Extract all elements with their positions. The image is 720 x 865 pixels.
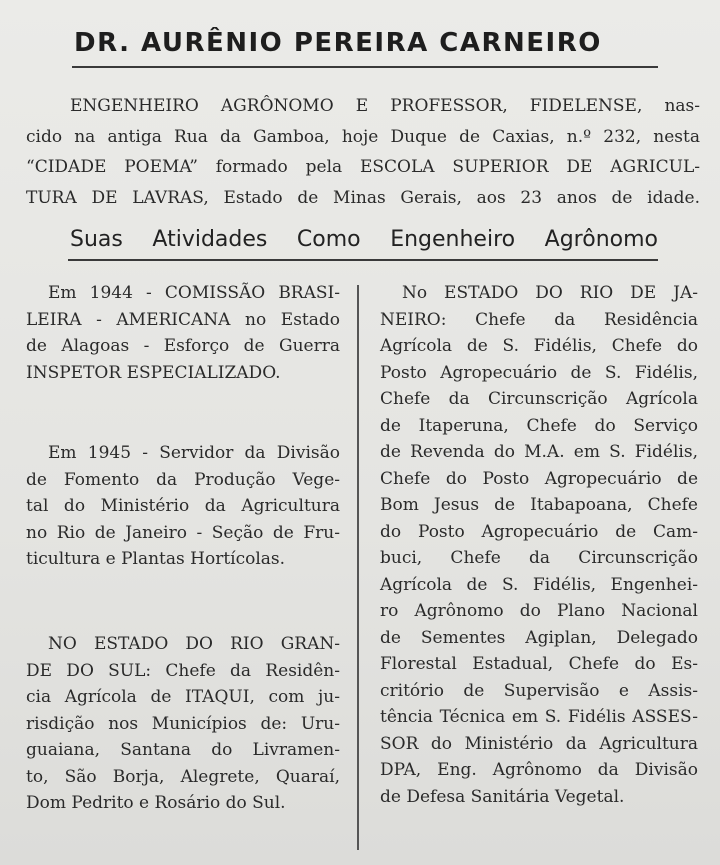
- left-paragraph-rio-grande: [26, 631, 340, 817]
- left-paragraph-1944: [26, 280, 340, 386]
- left-paragraph-1945: [26, 440, 340, 573]
- text-line: INSPETOR ESPECIALIZADO.: [26, 362, 281, 383]
- text-line: Dom Pedrito e Rosário do Sul.: [26, 793, 286, 813]
- text-line: de Fomento da Produção Vege-: [26, 469, 340, 490]
- text-line: NO ESTADO DO RIO GRAN-: [48, 634, 340, 654]
- text-line: tência Técnica em S. Fidélis ASSES-: [380, 707, 698, 727]
- title-underline: [72, 66, 658, 68]
- text-line: Em 1944 - COMISSÃO BRASI-: [48, 283, 340, 303]
- intro-paragraph: [26, 91, 700, 213]
- text-line: risdição nos Municípios de: Uru-: [26, 713, 340, 734]
- column-divider: [357, 285, 359, 850]
- intro-line: “CIDADE POEMA” formado pela ESCOLA SUPERIOR DE AGRICUL-: [26, 157, 700, 177]
- text-line: ticultura e Plantas Hortícolas.: [26, 549, 286, 569]
- text-line: Florestal Estadual, Chefe do Es-: [380, 654, 698, 674]
- text-line: DPA, Eng. Agrônomo da Divisão: [380, 760, 698, 780]
- text-line: buci, Chefe da Circunscrição: [380, 548, 698, 568]
- text-line: critório de Supervisão e Assis-: [380, 680, 698, 701]
- text-line: de Sementes Agiplan, Delegado: [380, 627, 698, 648]
- text-line: NEIRO: Chefe da Residência: [380, 309, 698, 330]
- text-line: DE DO SUL: Chefe da Residên-: [26, 660, 340, 681]
- text-line: de Defesa Sanitária Vegetal.: [380, 786, 625, 807]
- intro-line: ENGENHEIRO AGRÔNOMO E PROFESSOR, FIDELENSE, nas-: [70, 96, 700, 116]
- section-heading: Suas Atividades Como Engenheiro Agrônomo: [70, 227, 658, 252]
- intro-line: TURA DE LAVRAS, Estado de Minas Gerais, aos 23 anos de idade.: [26, 187, 700, 208]
- text-line: no Rio de Janeiro - Seção de Fru-: [26, 522, 340, 543]
- text-line: No ESTADO DO RIO DE JA-: [402, 283, 698, 303]
- right-paragraph-rio-de-janeiro: [380, 280, 698, 810]
- text-line: to, São Borja, Alegrete, Quaraí,: [26, 766, 340, 787]
- text-line: Agrícola de S. Fidélis, Engenhei-: [380, 574, 698, 595]
- text-line: Posto Agropecuário de S. Fidélis,: [380, 362, 698, 383]
- page-title: DR. AURÊNIO PEREIRA CARNEIRO: [74, 28, 602, 58]
- text-line: guaiana, Santana do Livramen-: [26, 740, 340, 760]
- text-line: cia Agrícola de ITAQUI, com ju-: [26, 687, 340, 707]
- text-line: Agrícola de S. Fidélis, Chefe do: [380, 336, 698, 356]
- text-line: Em 1945 - Servidor da Divisão: [48, 443, 340, 463]
- text-line: Chefe do Posto Agropecuário de: [380, 468, 698, 489]
- text-line: do Posto Agropecuário de Cam-: [380, 521, 698, 542]
- text-line: tal do Ministério da Agricultura: [26, 496, 340, 516]
- text-line: SOR do Ministério da Agricultura: [380, 733, 698, 754]
- text-line: de Revenda do M.A. em S. Fidélis,: [380, 442, 698, 462]
- text-line: LEIRA - AMERICANA no Estado: [26, 309, 340, 330]
- text-line: de Itaperuna, Chefe do Serviço: [380, 415, 698, 436]
- text-line: de Alagoas - Esforço de Guerra: [26, 336, 340, 356]
- intro-line: cido na antiga Rua da Gamboa, hoje Duque de Caxias, n.º 232, nesta: [26, 126, 700, 147]
- section-underline: [68, 259, 658, 261]
- text-line: ro Agrônomo do Plano Nacional: [380, 601, 698, 621]
- text-line: Chefe da Circunscrição Agrícola: [380, 389, 698, 409]
- text-line: Bom Jesus de Itabapoana, Chefe: [380, 495, 698, 515]
